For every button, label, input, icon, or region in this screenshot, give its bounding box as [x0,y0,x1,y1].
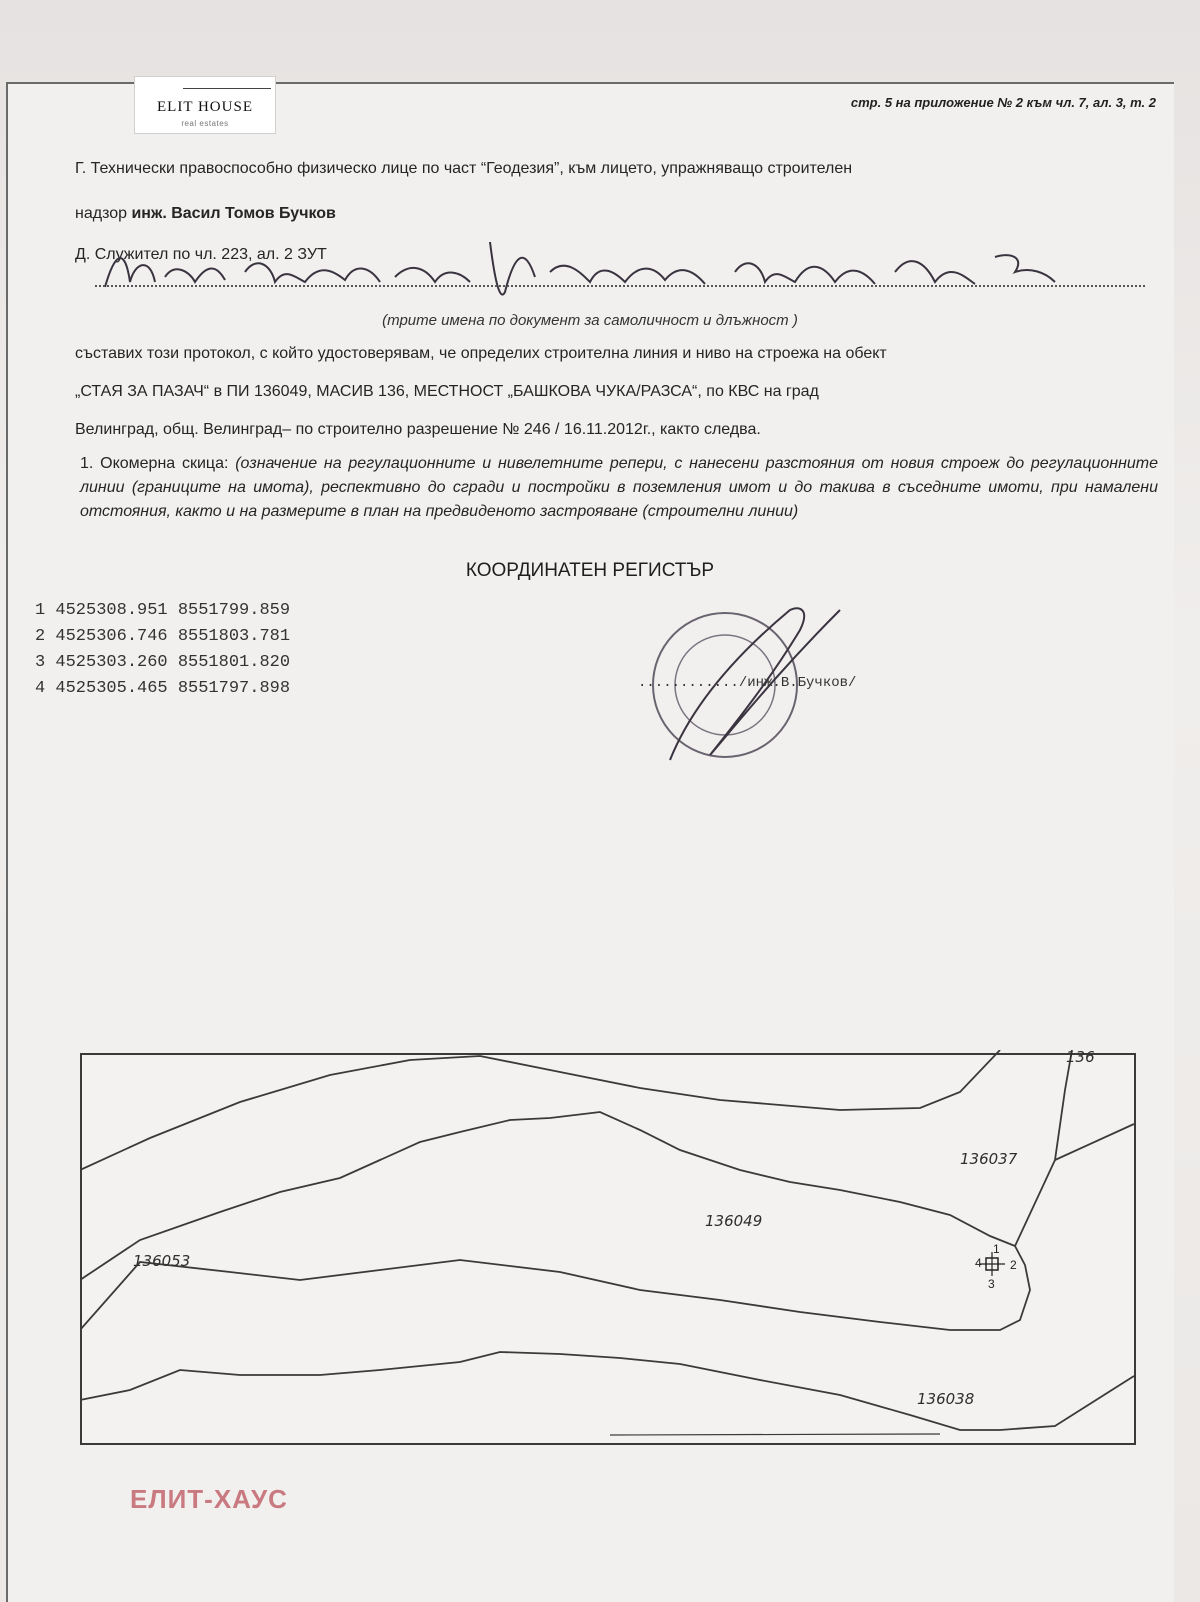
coordinate-register-title: КООРДИНАТЕН РЕГИСТЪР [465,560,715,581]
agency-watermark: ЕЛИТ-ХАУС [130,1484,288,1514]
section-g-line1: Г. Технически правоспособно физическо лице по част “Геодезия”, към лицето, упражняващо строителен [75,160,853,177]
point-label-2: 2 [1010,1258,1017,1272]
logo-rule [183,88,271,89]
section-g-line2 [75,205,1157,223]
point-label-4: 4 [975,1256,982,1270]
section-g-prefix: надзор [75,205,132,222]
signature-label: ............/инж.В.Бучков/ [638,675,857,691]
parcel-label-136038: 136038 [917,1390,975,1408]
coord-number: 2 [35,627,46,646]
coord-y: 8551801.820 [177,653,291,672]
protocol-line2: „СТАЯ ЗА ПАЗАЧ“ в ПИ 136049, МАСИВ 136, МЕСТНОСТ „БАШКОВА ЧУКА/РАЗСА“, по КВС на град [75,383,819,400]
point-label-3: 3 [988,1277,995,1291]
protocol-line3: Велинград, общ. Велинград– по строително разрешение № 246 / 16.11.2012г., както следва. [75,421,761,438]
parcel-label-136: 136 [1066,1048,1095,1066]
coord-x: 4525303.260 [55,653,168,672]
name-dotted-line [95,285,1145,287]
protocol-line1: съставих този протокол, с който удостоверявам, че определих строителна линия и ниво на строежа на обект [75,345,887,362]
sketch-prefix: 1. Окомерна скица: [80,455,236,472]
coord-number: 4 [35,679,46,698]
appendix-reference: стр. 5 на приложение № 2 към чл. 7, ал. 3, т. 2 [850,95,1156,110]
names-caption: (трите имена по документ за самоличност и длъжност ) [382,312,798,329]
coord-number: 3 [35,653,46,672]
coord-row [35,598,290,624]
handwritten-official-name [95,232,1095,312]
coord-x: 4525308.951 [55,601,168,620]
sketch-description [80,452,1158,524]
engineer-name: инж. Васил Томов Бучков [131,205,336,222]
point-label-1: 1 [993,1242,1000,1256]
coord-row [35,624,290,650]
parcel-label-136037: 136037 [960,1150,1018,1168]
coord-number: 1 [35,601,46,620]
coord-row [35,650,290,676]
logo-main-text: ELIT HOUSE [157,99,253,115]
coord-x: 4525306.746 [55,627,168,646]
parcel-sketch-map [80,1050,1136,1450]
sketch-text: (означение на регулационните и нивелетните репери, с нанесени разстояния от новия строеж до регулационните линии (границите на имота), респективно до сгради и постройки в поземления имот и до такива в съседните имоти, при намалени отстояния, както и на размерите в план на предвиденото застрояване (строителни линии) [80,455,1158,520]
coord-y: 8551803.781 [177,627,291,646]
coord-y: 8551797.898 [177,679,291,698]
parcel-label-136053: 136053 [133,1252,191,1270]
section-d-line: Д. Служител по чл. 223, ал. 2 ЗУТ [75,246,327,263]
coord-row [35,676,290,702]
parcel-label-136049: 136049 [705,1212,763,1230]
coordinate-register [35,598,290,702]
logo-sub-text: real estates [181,119,229,128]
coord-y: 8551799.859 [177,601,291,620]
coord-x: 4525305.465 [55,679,168,698]
elit-house-logo [134,76,276,134]
